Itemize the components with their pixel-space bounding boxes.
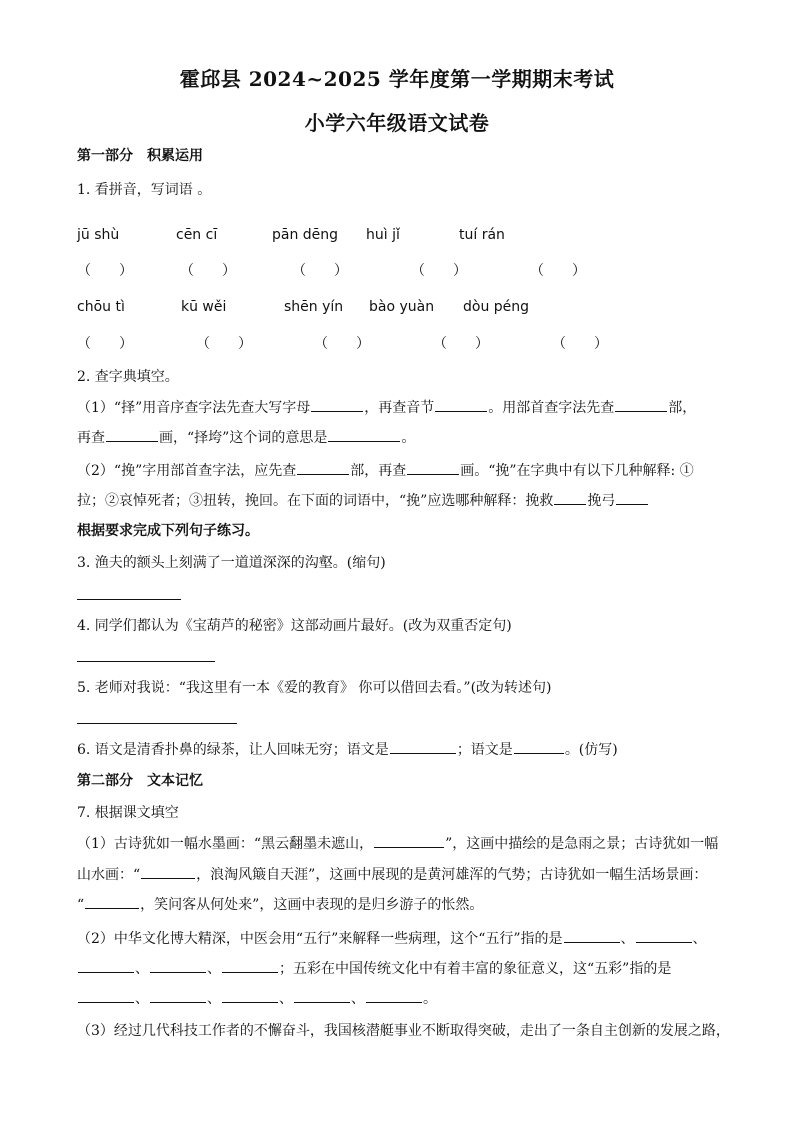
answer-blank[interactable]	[636, 928, 692, 943]
text: 画，“择垮”这个词的意思是	[159, 430, 328, 446]
answer-blank[interactable]	[311, 397, 363, 412]
pinyin-6: chōu tì	[77, 299, 125, 315]
answer-blank[interactable]	[328, 427, 400, 442]
q4-answer-line[interactable]	[77, 661, 215, 662]
q3-answer-line[interactable]	[77, 599, 181, 600]
answer-paren[interactable]: （ ）	[530, 263, 586, 279]
q7-sub2-line2	[77, 958, 727, 979]
text: 。	[401, 430, 416, 446]
text: （2）中华文化博大精深，中医会用“五行”来解释一些病理，这个“五行”指的是	[77, 931, 563, 947]
answer-blank[interactable]	[150, 958, 206, 973]
answer-blank[interactable]	[141, 864, 195, 879]
pinyin-3: pān dēng	[272, 227, 339, 243]
text: “	[77, 897, 85, 913]
text: 、	[279, 991, 293, 1007]
part2-heading: 第二部分 文本记忆	[77, 773, 203, 789]
answer-paren[interactable]: （ ）	[180, 263, 236, 279]
answer-paren[interactable]: （ ）	[77, 263, 133, 279]
part1-heading: 第一部分 积累运用	[77, 148, 203, 164]
pinyin-4: huì jǐ	[366, 227, 400, 243]
text: 、	[135, 961, 149, 977]
text: 山水画：“	[77, 867, 141, 883]
text: 部，再查	[350, 463, 407, 479]
text: 、	[351, 991, 365, 1007]
q4-prompt: 4. 同学们都认为《宝葫芦的秘密》这部动画片最好。(改为双重否定句)	[77, 618, 512, 634]
q7-prompt: 7. 根据课文填空	[77, 805, 179, 821]
answer-blank[interactable]	[564, 928, 620, 943]
answer-blank[interactable]	[294, 988, 350, 1003]
text: 挽弓	[587, 493, 616, 509]
q2-sub1-line1	[77, 397, 727, 418]
answer-blank[interactable]	[615, 397, 667, 412]
answer-paren[interactable]: （ ）	[196, 336, 252, 352]
text: 6. 语文是清香扑鼻的绿茶，让人回味无穷；语文是	[77, 742, 389, 758]
text: ，笑问客从何处来”，这画中表现的是归乡游子的怅然。	[140, 897, 484, 913]
answer-blank[interactable]	[85, 894, 139, 909]
q3-prompt: 3. 渔夫的额头上刻满了一道道深深的沟壑。(缩句)	[77, 555, 386, 571]
text: ；语文是	[456, 742, 513, 758]
answer-blank[interactable]	[78, 988, 134, 1003]
q1-prompt: 1. 看拼音，写词语 。	[77, 182, 212, 198]
q2-sub2-line2	[77, 490, 727, 511]
answer-blank[interactable]	[390, 739, 456, 754]
text: 。用部首查字法先查	[488, 400, 615, 416]
text: ；五彩在中国传统文化中有着丰富的象征意义，这“五彩”指的是	[279, 961, 672, 977]
answer-blank[interactable]	[435, 397, 487, 412]
text: 。	[423, 991, 437, 1007]
exam-title: 霍邱县 2024~2025 学年度第一学期期末考试	[179, 67, 615, 91]
q2-prompt: 2. 查字典填空。	[77, 369, 179, 385]
answer-blank[interactable]	[616, 490, 648, 505]
q7-sub2-line3	[77, 988, 727, 1009]
answer-paren[interactable]: （ ）	[314, 336, 370, 352]
answer-blank[interactable]	[554, 490, 586, 505]
answer-blank[interactable]	[78, 958, 134, 973]
pinyin-2: cēn cī	[176, 227, 218, 243]
answer-blank[interactable]	[222, 988, 278, 1003]
answer-blank[interactable]	[374, 833, 444, 848]
answer-paren[interactable]: （ ）	[292, 263, 348, 279]
text: 、	[207, 991, 221, 1007]
text: ，浪淘风簸自天涯”，这画中展现的是黄河雄浑的气势；古诗犹如一幅生活场景画：	[196, 867, 708, 883]
pinyin-10: dòu péng	[463, 299, 530, 315]
text: （1）“择”用音序查字法先查大写字母	[77, 400, 311, 416]
answer-blank[interactable]	[297, 460, 349, 475]
answer-blank[interactable]	[514, 739, 564, 754]
text: （1）古诗犹如一幅水墨画：“黑云翻墨未遮山，	[77, 836, 374, 852]
answer-paren[interactable]: （ ）	[77, 336, 133, 352]
answer-blank[interactable]	[150, 988, 206, 1003]
q7-sub1-line3	[77, 894, 727, 915]
answer-paren[interactable]: （ ）	[411, 263, 467, 279]
q7-sub3-line1: （3）经过几代科技工作者的不懈奋斗，我国核潜艇事业不断取得突破，走出了一条自主创新的发展之路，	[77, 1023, 730, 1039]
text: ，再查音节	[364, 400, 435, 416]
pinyin-1: jū shù	[77, 227, 120, 243]
q7-sub1-line2	[77, 864, 727, 885]
q2-sub2-line1	[77, 460, 727, 481]
text: 、	[135, 991, 149, 1007]
text: （2）“挽”字用部首查字法，应先查	[77, 463, 297, 479]
pinyin-9: bào yuàn	[369, 299, 435, 315]
paper-title: 小学六年级语文试卷	[304, 111, 490, 135]
q2-sub1-line2	[77, 427, 727, 448]
q5-answer-line[interactable]	[77, 723, 237, 724]
text: 画。“挽”在字典中有以下几种解释: ①	[460, 463, 694, 479]
answer-blank[interactable]	[106, 427, 158, 442]
sentence-section-heading: 根据要求完成下列句子练习。	[77, 523, 259, 539]
pinyin-8: shēn yín	[284, 299, 344, 315]
text: 部，	[668, 400, 697, 416]
answer-blank[interactable]	[222, 958, 278, 973]
text: 再查	[77, 430, 105, 446]
text: 、	[620, 931, 635, 947]
text: ”，这画中描绘的是急雨之景；古诗犹如一幅	[445, 836, 719, 852]
text: 、	[692, 931, 707, 947]
q5-prompt: 5. 老师对我说：“我这里有一本《爱的教育》 你可以借回去看。”(改为转述句)	[77, 680, 552, 696]
answer-blank[interactable]	[366, 988, 422, 1003]
text: 。(仿写)	[564, 742, 618, 758]
pinyin-5: tuí rán	[459, 227, 505, 243]
q7-sub1-line1	[77, 833, 727, 854]
q7-sub2-line1	[77, 928, 727, 949]
answer-blank[interactable]	[407, 460, 459, 475]
answer-paren[interactable]: （ ）	[433, 336, 489, 352]
answer-paren[interactable]: （ ）	[552, 336, 608, 352]
pinyin-7: kū wěi	[181, 299, 227, 315]
text: 拉；②哀悼死者；③扭转，挽回。在下面的词语中，“挽”应选哪种解释：挽救	[77, 493, 554, 509]
text: 、	[207, 961, 221, 977]
q6-line	[77, 739, 727, 760]
